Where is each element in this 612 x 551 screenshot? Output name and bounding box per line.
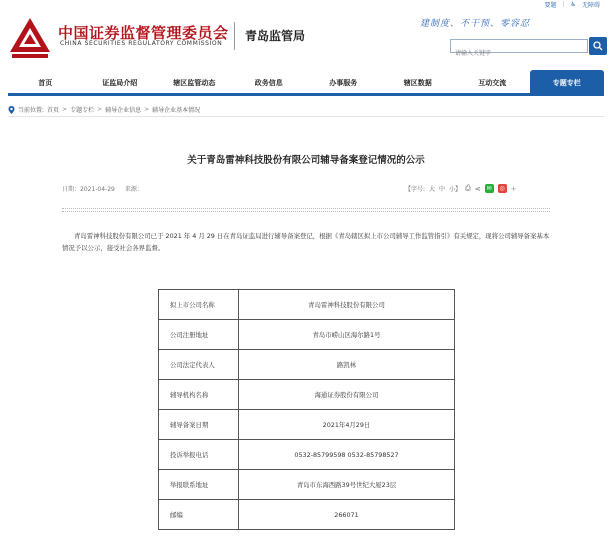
breadcrumb-home[interactable]: 首页	[47, 107, 60, 114]
accessibility-link[interactable]: 要题	[544, 1, 557, 9]
table-value: 青岛市东海西路39号世纪大厦23层	[239, 470, 455, 500]
nav-item-services[interactable]: 办事服务	[329, 79, 358, 87]
table-label: 举报联系地址	[159, 470, 239, 500]
table-label: 辅导机构名称	[159, 380, 239, 410]
breadcrumb-separator: >	[97, 106, 103, 113]
article-title: 关于青岛雷神科技股份有限公司辅导备案登记情况的公示	[187, 155, 425, 166]
table-row	[159, 500, 455, 530]
breadcrumb	[8, 103, 604, 117]
barrier-free-link[interactable]: 无障碍	[581, 1, 600, 9]
breadcrumb-current[interactable]: 辅导企业基本情况	[152, 107, 201, 114]
font-medium-button[interactable]: 中	[439, 186, 446, 193]
table-row	[159, 320, 455, 350]
nav-item-special-topics[interactable]: 专题专栏	[530, 70, 605, 93]
table-value: 路凯林	[239, 350, 455, 380]
nav-item-regulatory-news[interactable]: 辖区监管动态	[173, 79, 216, 87]
print-icon[interactable]: ⎙	[465, 184, 471, 192]
table-value: 266071	[239, 500, 455, 530]
article-meta	[62, 184, 143, 193]
search-box	[450, 39, 588, 53]
table-row	[159, 380, 455, 410]
site-header	[0, 8, 612, 70]
table-label: 拟上市公司名称	[159, 290, 239, 320]
nav-item-interaction[interactable]: 互动交流	[478, 79, 507, 87]
font-large-button[interactable]: 大	[429, 186, 436, 193]
brand-name-en: CHINA SECURITIES REGULATORY COMMISSION	[60, 40, 223, 47]
table-label: 邮编	[159, 500, 239, 530]
breadcrumb-topics[interactable]: 专题专栏	[70, 107, 95, 114]
table-label: 投诉举报电话	[159, 440, 239, 470]
nav-item-home[interactable]: 首页	[38, 79, 53, 87]
slogan: 建制度、不干预、零容忍	[420, 19, 531, 29]
breadcrumb-tutoring-info[interactable]: 辅导企业信息	[105, 107, 142, 114]
table-value: 青岛市崂山区海尔路1号	[239, 320, 455, 350]
table-row	[159, 350, 455, 380]
main-nav	[8, 70, 604, 96]
bureau-name: 青岛监管局	[245, 29, 306, 43]
article-date: 日期：2021-04-29	[62, 186, 115, 193]
brand-divider	[234, 22, 235, 50]
nav-item-data[interactable]: 辖区数据	[403, 79, 432, 87]
title-divider	[62, 208, 550, 212]
nav-item-about[interactable]: 证监局介绍	[102, 79, 138, 87]
article-source: 来源：	[124, 186, 143, 193]
more-share-icon[interactable]: +	[510, 184, 517, 193]
article-tools	[405, 184, 516, 193]
table-row	[159, 410, 455, 440]
weibo-icon[interactable]: ◎	[499, 185, 505, 192]
util-links	[545, 0, 600, 8]
table-row	[159, 440, 455, 470]
nav-item-gov-info[interactable]: 政务信息	[254, 79, 283, 87]
search-button[interactable]	[589, 37, 607, 55]
breadcrumb-separator: >	[144, 106, 150, 113]
info-table	[158, 289, 455, 530]
table-label: 公司注册地址	[159, 320, 239, 350]
font-size-label: 【字号:	[405, 186, 426, 193]
table-label: 公司法定代表人	[159, 350, 239, 380]
table-value: 海通证券股份有限公司	[239, 380, 455, 410]
table-value: 青岛雷神科技股份有限公司	[239, 290, 455, 320]
table-value: 0532-85799598 0532-85798527	[239, 440, 455, 470]
search-icon	[593, 41, 603, 51]
breadcrumb-separator: >	[62, 106, 68, 113]
search-input[interactable]	[451, 48, 581, 60]
csrc-logo[interactable]	[8, 16, 52, 60]
table-row	[159, 470, 455, 500]
font-small-button[interactable]: 小】	[449, 186, 462, 193]
brand-name-cn: 中国证券监督管理委员会	[58, 24, 229, 42]
wechat-icon[interactable]: ✉	[486, 185, 492, 192]
table-value: 2021年4月29日	[239, 410, 455, 440]
breadcrumb-prefix: 当前位置:	[18, 107, 45, 114]
share-icon[interactable]: ⋖	[474, 184, 481, 193]
article-body: 青岛雷神科技股份有限公司已于 2021 年 4 月 29 日在青岛证监局进行辅导备案登记，根据《青岛辖区拟上市公司辅导工作监管指引》有关规定，现将公司辅导备案基本情况予以公示，接受社会各界监督。	[62, 232, 550, 252]
util-separator: |	[562, 0, 565, 8]
location-pin-icon	[8, 106, 15, 114]
table-label: 辅导备案日期	[159, 410, 239, 440]
table-row	[159, 290, 455, 320]
wheelchair-icon: ♿	[570, 0, 576, 8]
